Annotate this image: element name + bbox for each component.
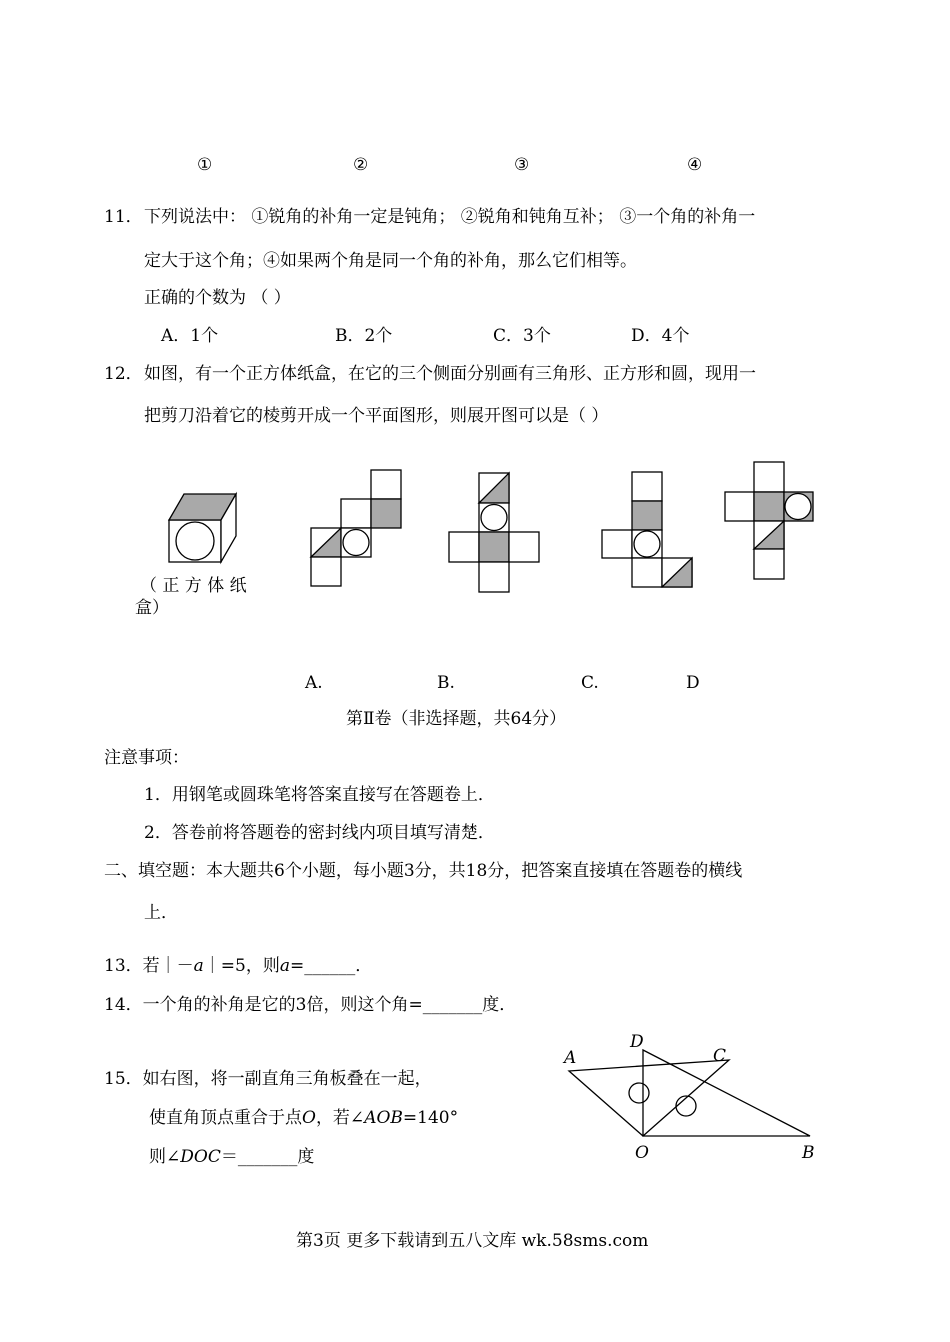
marker-2: ② bbox=[353, 155, 369, 175]
q12-line2: 把剪刀沿着它的棱剪开成一个平面图形，则展开图可以是（ ） bbox=[144, 406, 609, 426]
net-option-c bbox=[602, 471, 697, 591]
q15-angle-doc: DOC bbox=[180, 1147, 221, 1167]
net-option-a bbox=[310, 469, 405, 589]
q13-line bbox=[104, 958, 372, 975]
q11-option-c: C．3个 bbox=[493, 326, 551, 346]
q11-number: 11． bbox=[104, 207, 143, 227]
cube-caption-line2: 盒） bbox=[135, 598, 169, 618]
q14-line: 14．一个角的补角是它的3倍，则这个角=_______度． bbox=[104, 995, 517, 1015]
fill-intro-line2: 上． bbox=[144, 903, 178, 923]
q15-point-o: O bbox=[302, 1108, 316, 1128]
cube-figure bbox=[160, 490, 240, 570]
q11-line3: 正确的个数为 （ ） bbox=[144, 288, 291, 308]
net-label-b: B. bbox=[437, 673, 455, 693]
q11-option-b: B．2个 bbox=[335, 326, 393, 346]
note-1: 1．用钢笔或圆珠笔将答案直接写在答题卷上． bbox=[144, 785, 495, 805]
q13-suffix: =______． bbox=[289, 956, 373, 976]
label-b: B bbox=[802, 1143, 815, 1163]
marker-3: ③ bbox=[514, 155, 530, 175]
q15-line3-b: ＝_______度 bbox=[220, 1147, 315, 1167]
q15-line2 bbox=[149, 1110, 458, 1127]
q13-mid: ｜=5，则 bbox=[203, 956, 280, 976]
label-d: D bbox=[630, 1032, 644, 1052]
notes-title: 注意事项： bbox=[104, 748, 189, 768]
q15-line3 bbox=[149, 1149, 314, 1166]
q15-line3-a: 则∠ bbox=[149, 1147, 181, 1167]
page-footer: 第3页 更多下载请到五八文库 wk.58sms.com bbox=[296, 1231, 649, 1251]
q15-angle-aob: AOB bbox=[364, 1108, 403, 1128]
q12-line1: 如图，有一个正方体纸盒，在它的三个侧面分别画有三角形、正方形和圆，现用一 bbox=[144, 364, 756, 384]
net-label-a: A. bbox=[305, 673, 323, 693]
note-2: 2．答卷前将答题卷的密封线内项目填写清楚． bbox=[144, 823, 495, 843]
q13-var: a bbox=[193, 956, 204, 976]
net-option-d bbox=[725, 461, 820, 583]
triangle-figure bbox=[555, 1030, 835, 1170]
q11-line2: 定大于这个角；④如果两个角是同一个角的补角，那么它们相等。 bbox=[144, 251, 637, 271]
q15-line2-a: 使直角顶点重合于点 bbox=[149, 1108, 302, 1128]
label-c: C bbox=[713, 1046, 727, 1066]
q13-prefix: 13．若｜－ bbox=[104, 956, 194, 976]
q15-line2-b: ，若∠ bbox=[315, 1108, 365, 1128]
label-o: O bbox=[635, 1143, 649, 1163]
cube-caption-line1: （ 正 方 体 纸 bbox=[140, 576, 247, 596]
q12-number: 12． bbox=[104, 364, 143, 384]
marker-1: ① bbox=[197, 155, 213, 175]
q15-line2-c: =140° bbox=[402, 1108, 459, 1128]
marker-4: ④ bbox=[687, 155, 703, 175]
net-option-b bbox=[448, 472, 543, 594]
q11-line1: 下列说法中： ①锐角的补角一定是钝角； ②锐角和钝角互补； ③一个角的补角一 bbox=[144, 207, 756, 227]
q15-line1: 15．如右图，将一副直角三角板叠在一起， bbox=[104, 1069, 432, 1089]
q13-var2: a bbox=[279, 956, 290, 976]
fill-intro-line1: 二、填空题：本大题共6个小题，每小题3分，共18分，把答案直接填在答题卷的横线 bbox=[104, 861, 743, 881]
q11-option-a: A．1个 bbox=[161, 326, 219, 346]
section2-title: 第Ⅱ卷（非选择题，共64分） bbox=[346, 709, 567, 729]
net-label-d: D bbox=[686, 673, 700, 693]
q11-option-d: D．4个 bbox=[631, 326, 690, 346]
label-a: A bbox=[564, 1048, 577, 1068]
net-label-c: C. bbox=[581, 673, 599, 693]
